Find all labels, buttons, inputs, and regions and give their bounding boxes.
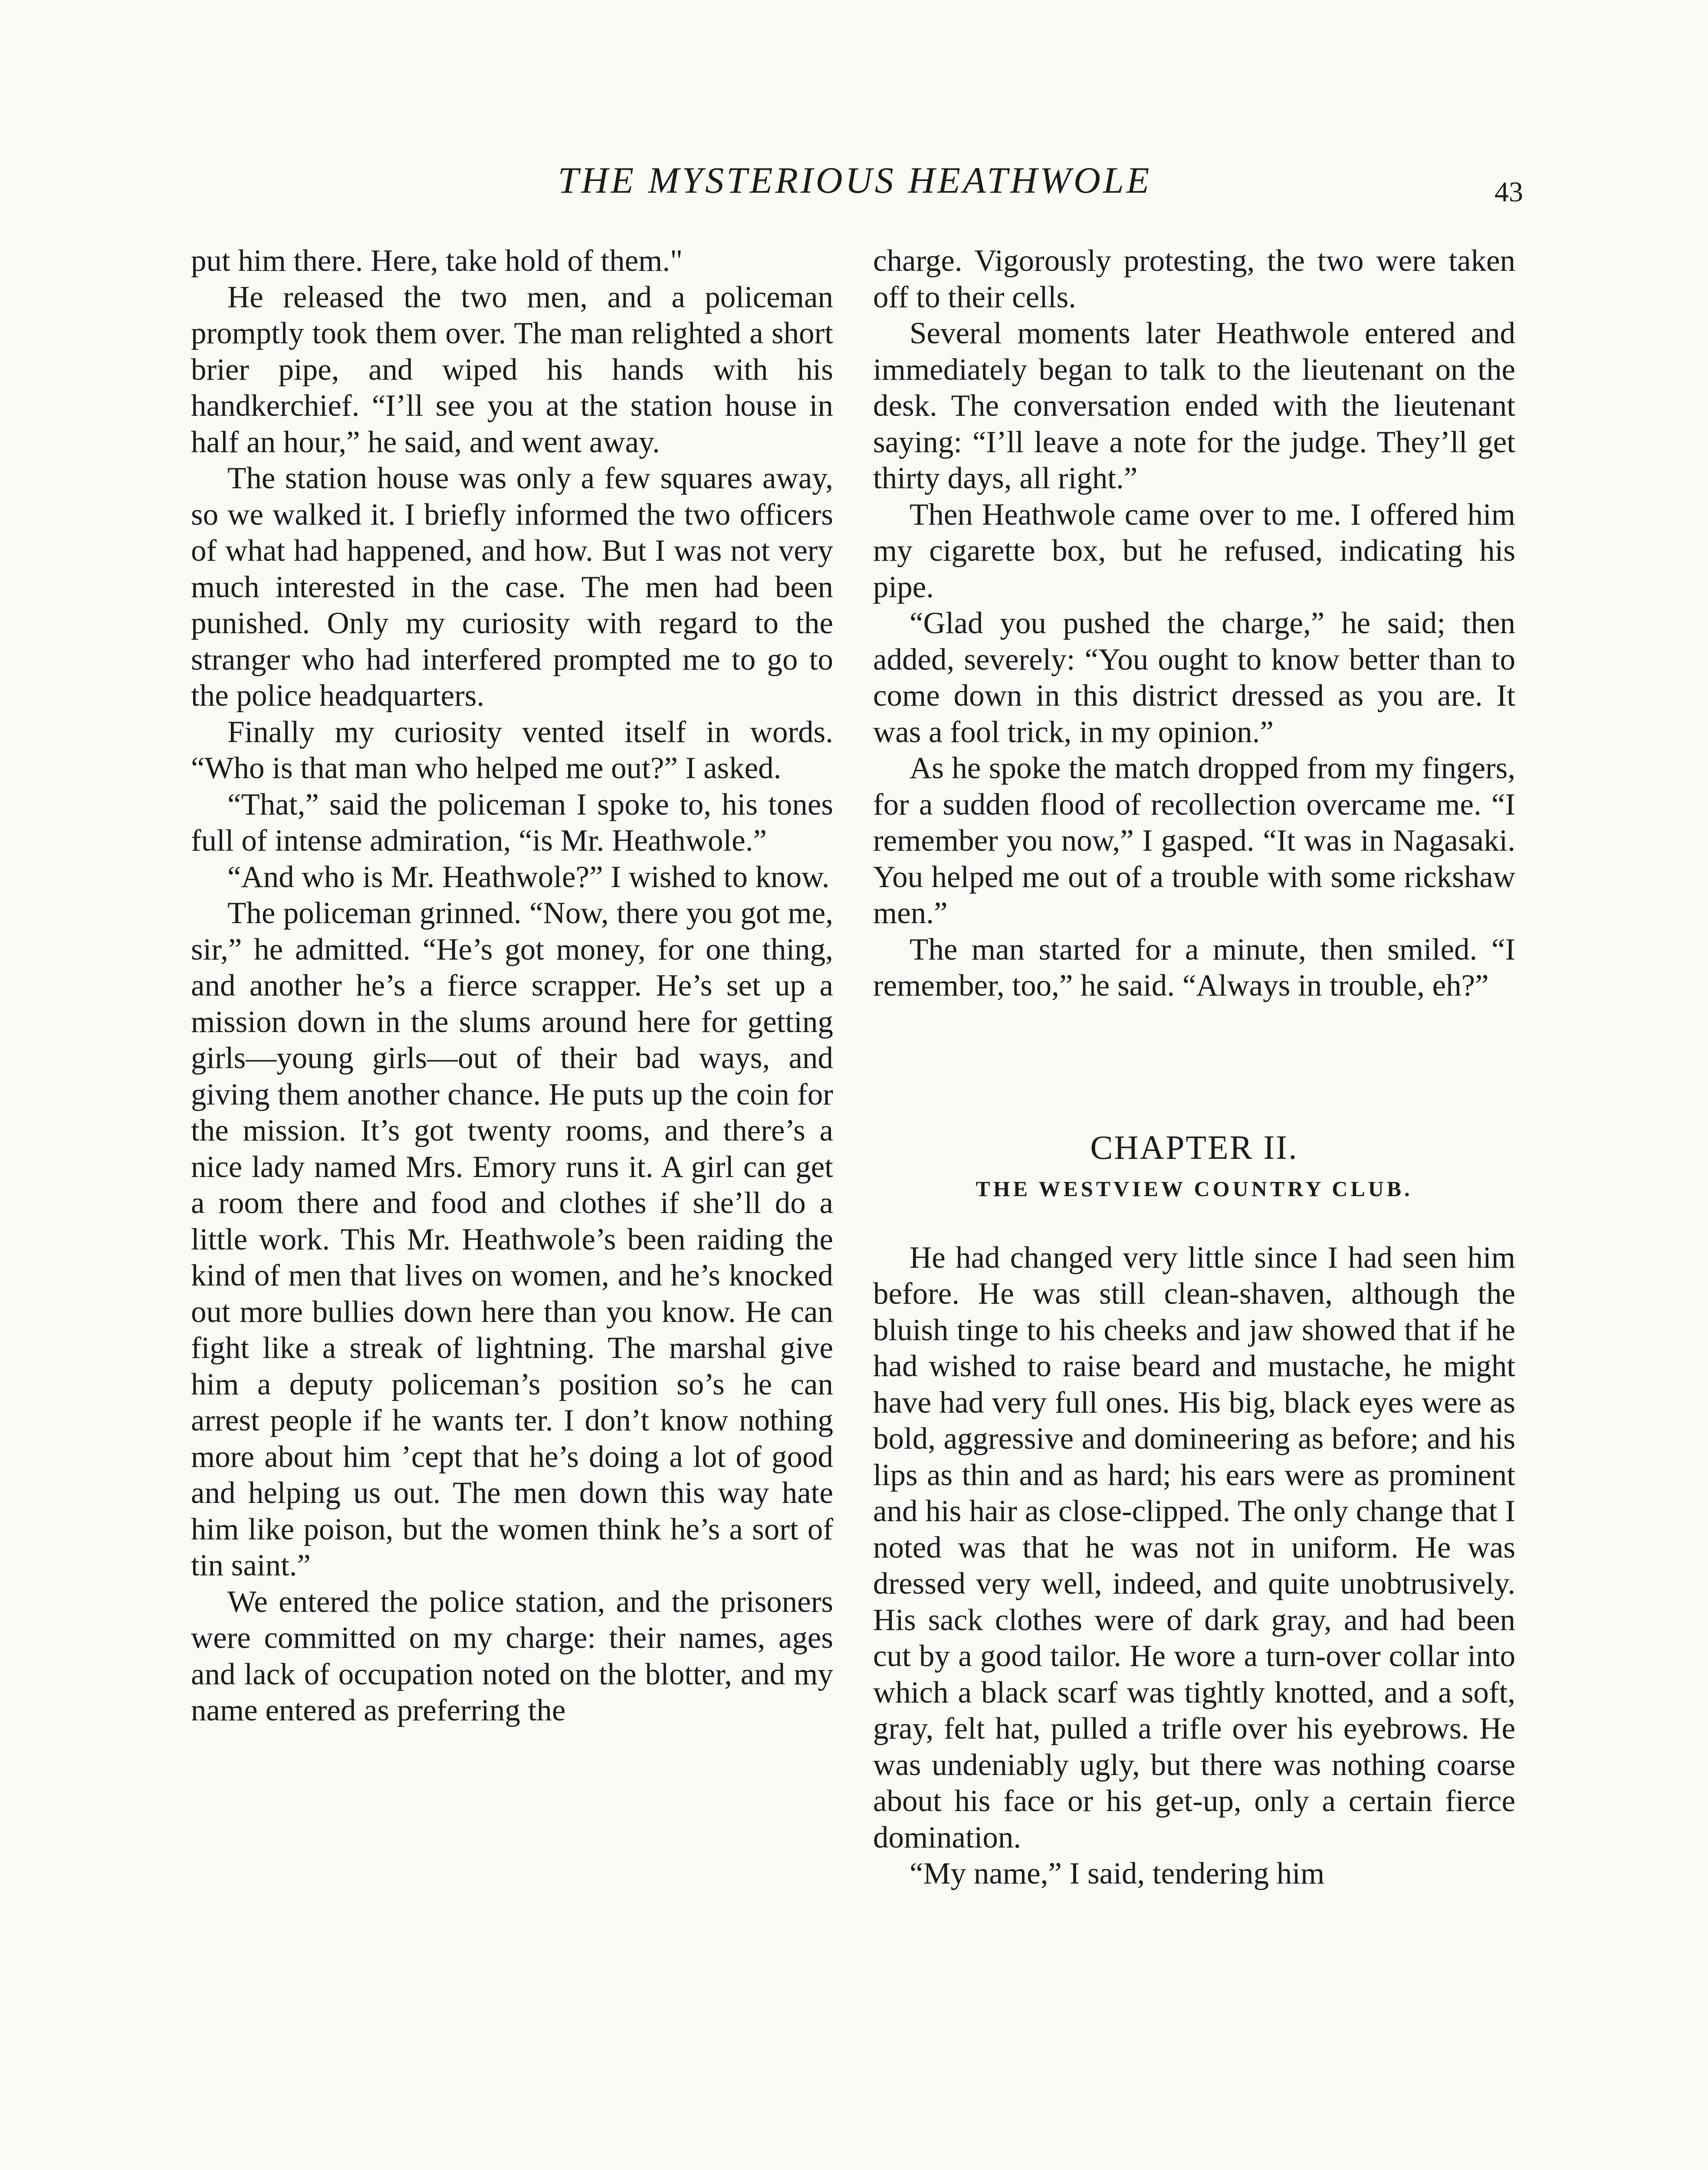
paragraph: Several moments later Heathwole entered and immediately began to talk to the lieutenant on the desk. The conversation ended with the lieutenant saying: “I’ll leave a note for the judge. They’ll get thirty days, all right.” bbox=[873, 316, 1515, 495]
paragraph: The man started for a minute, then smiled. “I remember, too,” he said. “Always in trouble, eh?” bbox=[873, 932, 1515, 1003]
paragraph: He had changed very little since I had seen him before. He was still clean-shaven, although the bluish tinge to his cheeks and jaw showed that if he had wished to raise beard and mustache, he might have had very full ones. His big, black eyes were as bold, aggressive and domineering as before; and his lips as thin and as hard; his ears were as prominent and his hair as close-clipped. The only change that I noted was that he was not in uniform. He was dressed very well, indeed, and quite unobtrusively. His sack clothes were of dark gray, and had been cut by a good tailor. He wore a turn-over collar into which a black scarf was tightly knotted, and a soft, gray, felt hat, pulled a trifle over his eyebrows. He was undeniably ugly, but there was nothing coarse about his face or his get-up, only a certain fierce domination. bbox=[873, 1240, 1515, 1854]
paragraph: As he spoke the match dropped from my fingers, for a sudden flood of recollection overcame me. “I remember you now,” I gasped. “It was in Nagasaki. You helped me out of a trouble with some rickshaw men.” bbox=[873, 751, 1515, 930]
paragraph: Finally my curiosity vented itself in words. “Who is that man who helped me out?” I asked. bbox=[191, 715, 833, 785]
paragraph: charge. Vigorously protesting, the two were taken off to their cells. bbox=[873, 244, 1515, 314]
right-column bbox=[873, 243, 1515, 1892]
chapter-heading: CHAPTER II. bbox=[1090, 1128, 1298, 1166]
running-title: THE MYSTERIOUS HEATHWOLE bbox=[558, 159, 1152, 201]
paragraph: He released the two men, and a policeman promptly took them over. The man relighted a short brier pipe, and wiped his hands with his handkerchief. “I’ll see you at the station house in half an hour,” he said, and went away. bbox=[191, 280, 833, 459]
paragraph: The station house was only a few squares away, so we walked it. I briefly informed the two officers of what had happened, and how. But I was not very much interested in the case. The men had been punished. Only my curiosity with regard to the stranger who had interfered prompted me to go to the police headquarters. bbox=[191, 461, 833, 713]
paragraph: “Glad you pushed the charge,” he said; then added, severely: “You ought to know better than to come down in this district dressed as you are. It was a fool trick, in my opinion.” bbox=[873, 606, 1515, 749]
paragraph: put him there. Here, take hold of them." bbox=[191, 244, 683, 278]
paragraph: We entered the police station, and the prisoners were committed on my charge: their names, ages and lack of occupation noted on the blotter, and my name entered as preferring the bbox=[191, 1585, 833, 1727]
paragraph: The policeman grinned. “Now, there you got me, sir,” he admitted. “He’s got money, for one thing, and another he’s a fierce scrapper. He’s set up a mission down in the slums around here for getting girls—young girls—out of their bad ways, and giving them another chance. He puts up the coin for the mission. It’s got twenty rooms, and there’s a nice lady named Mrs. Emory runs it. A girl can get a room there and food and clothes if she’ll do a little work. This Mr. Heathwole’s been raiding the kind of men that lives on women, and he’s knocked out more bullies down here than you know. He can fight like a streak of lightning. The marshal give him a deputy policeman’s position so’s he can arrest people if he wants ter. I don’t know nothing more about him ’cept that he’s doing a lot of good and helping us out. The men down this way hate him like poison, but the women think he’s a sort of tin saint.” bbox=[191, 896, 833, 1582]
paragraph: “And who is Mr. Heathwole?” I wished to know. bbox=[227, 860, 830, 894]
page-number: 43 bbox=[1494, 176, 1523, 208]
left-column bbox=[191, 243, 833, 1729]
chapter-subtitle: THE WESTVIEW COUNTRY CLUB. bbox=[976, 1176, 1413, 1201]
paragraph: “My name,” I said, tendering him bbox=[910, 1857, 1325, 1891]
paragraph: Then Heathwole came over to me. I offered him my cigarette box, but he refused, indicating his pipe. bbox=[873, 497, 1515, 604]
paragraph: “That,” said the policeman I spoke to, his tones full of intense admiration, “is Mr. Heathwole.” bbox=[191, 787, 833, 858]
